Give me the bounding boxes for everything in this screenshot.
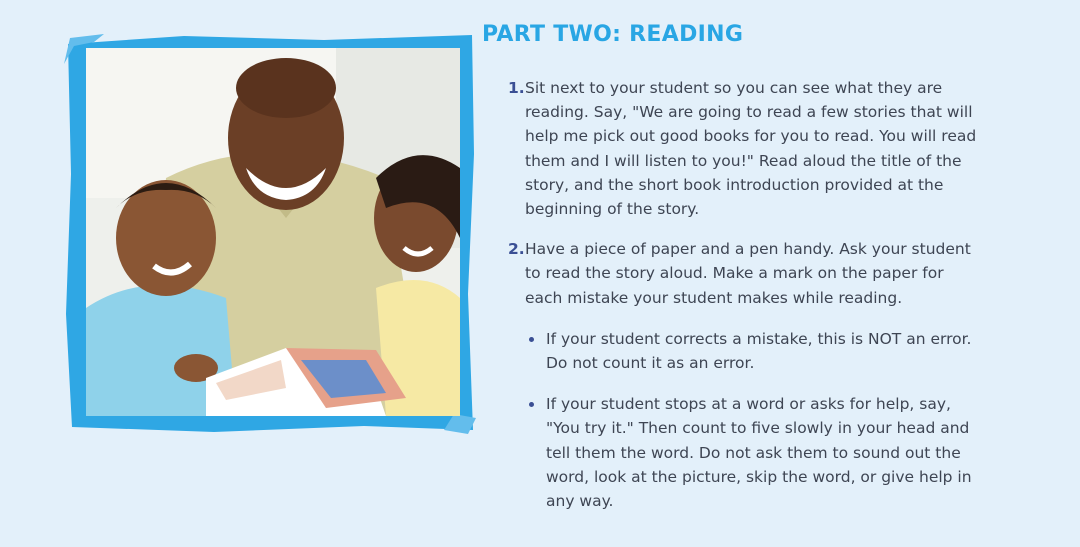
instructions-section	[482, 18, 982, 513]
bullet-dot-icon	[529, 337, 534, 342]
bullet-item-1	[525, 327, 982, 375]
steps-list	[482, 76, 982, 513]
bullet-text: If your student corrects a mistake, this is NOT an error. Do not count it as an error.	[546, 329, 972, 373]
step-2-bullets	[525, 327, 982, 513]
step-text: Sit next to your student so you can see what they are reading. Say, "We are going to read a few stories that will help me pick out good books for you to read. You will read them and I will listen to you!" Read aloud the title of the story, and the short book introduction provided at the beginning of the story.	[525, 79, 977, 219]
step-item-2	[482, 237, 982, 513]
bullet-text: If your student stops at a word or asks for help, say, "You try it." Then count to five slowly in your head and tell them the word. Do not ask them to sound out the word, look at the picture, skip the word, or give help in any way.	[546, 395, 972, 511]
section-heading: PART TWO: READING	[482, 22, 744, 47]
bullet-dot-icon	[529, 402, 534, 407]
step-number: 2.	[508, 240, 525, 259]
step-number: 1.	[508, 79, 525, 97]
step-item-1	[482, 76, 982, 221]
step-text: Have a piece of paper and a pen handy. Ask your student to read the story aloud. Make a mark on the paper for each mistake your student makes while reading.	[525, 240, 971, 307]
bullet-item-2	[525, 392, 982, 513]
reading-photo	[64, 34, 476, 434]
reading-photo-illustration	[64, 34, 476, 434]
